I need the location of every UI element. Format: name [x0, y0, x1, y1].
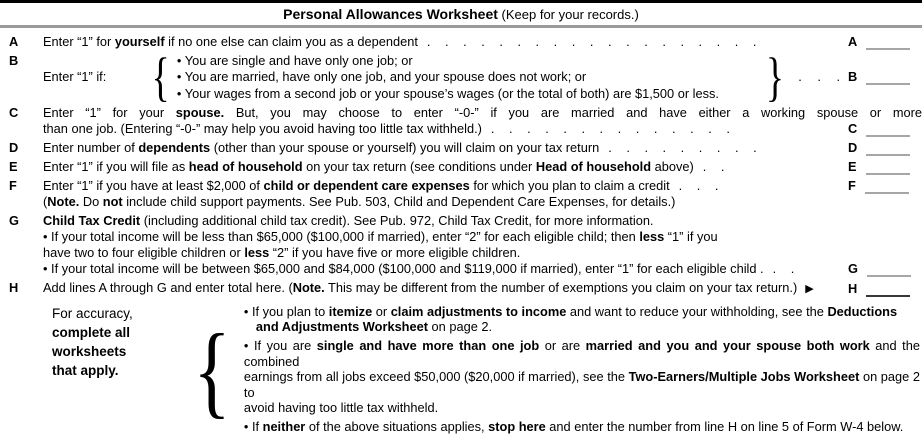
worksheet-lines [0, 28, 922, 438]
line-C-letter: C [0, 105, 43, 137]
line-F-letter: F [0, 178, 43, 210]
accuracy-label-line-4: that apply. [52, 361, 186, 380]
line-D-letter: D [0, 140, 43, 156]
line-E-letter: E [0, 159, 43, 175]
accuracy-label [52, 304, 186, 438]
worksheet-title [0, 3, 922, 28]
line-C-result: C [844, 121, 922, 137]
dot-leader: . . . . . . . . . . . . . . [482, 121, 730, 136]
worksheet-title-main: Personal Allowances Worksheet [283, 6, 498, 22]
line-B-condition-3: • Your wages from a second job or your spouse’s wages (or the total of both) are $1,500 or less. [177, 86, 760, 103]
line-H-letter: H [0, 280, 43, 297]
dot-leader: . . . [670, 178, 719, 193]
line-E [0, 158, 922, 177]
accuracy-label-line-2: complete all [52, 323, 186, 342]
line-E-text: Enter “1” if you will file as head of household on your tax return (see conditions under Head of household above) . . [43, 159, 844, 175]
line-H-entry-blank[interactable] [866, 295, 910, 297]
line-A-entry-blank[interactable] [866, 48, 910, 50]
line-H-text: Add lines A through G and enter total here. (Note. This may be different from the number of exemptions you claim on your tax return.) ▶ [43, 280, 844, 297]
dot-leader: . . . . . . . . . [599, 140, 756, 155]
line-E-result: E [844, 159, 922, 175]
line-B-conditions [177, 53, 760, 103]
line-G-bullet1-text-2: have two to four eligible children or less “2” if you have five or more eligible children. [43, 245, 922, 261]
line-F-note: (Note. Do not include child support payments. See Pub. 503, Child and Dependent Care Expenses, for details.) [43, 194, 922, 210]
line-B: B Enter “1” if: { • You are single and have only one job; or • You are married, have only one job, and your spouse does not work; or • Your wages from a second job or your spouse’s wages (or the total of both) are $1,500 or less. } . . . B [0, 51, 922, 104]
line-H [0, 279, 922, 299]
line-B-letter: B [0, 53, 43, 103]
line-A-text: Enter “1” for yourself if no one else can claim you as a dependent . . . . . . . . . . . . . . . . . . . [43, 34, 844, 50]
line-G-result: G [844, 261, 922, 277]
line-B-condition-1: • You are single and have only one job; or [177, 53, 760, 70]
line-G [0, 212, 922, 279]
accuracy-label-line-3: worksheets [52, 342, 186, 361]
line-F [0, 177, 922, 212]
line-B-entry-blank[interactable] [866, 83, 910, 85]
line-F-text: Enter “1” if you have at least $2,000 of child or dependent care expenses for which you plan to claim a credit . . . [43, 178, 844, 194]
line-C-text-2: than one job. (Entering “-0-” may help you avoid having too little tax withheld.) . . . . . . . . . . . . . . [43, 121, 844, 137]
line-B-condition-2: • You are married, have only one job, and your spouse does not work; or [177, 69, 760, 86]
arrow-icon: ▶ [797, 283, 813, 295]
accuracy-bullets [244, 304, 922, 438]
line-F-result: F [844, 178, 922, 194]
line-D [0, 139, 922, 158]
dot-leader: . . . [790, 69, 844, 85]
line-C [0, 104, 922, 139]
line-B-result: B [844, 69, 922, 85]
accuracy-bullet-2: • If you are single and have more than one job or are married and you and your spouse both work and the combined earnings from all jobs exceed $50,000 ($20,000 if married), see the Two-Earners/Multiple Jobs Worksheet on page 2 to avoid having too little tax withheld. [244, 338, 920, 416]
dot-leader: . . [764, 261, 795, 276]
line-G-bullet2-text: • If your total income will be between $65,000 and $84,000 ($100,000 and $119,000 if married), enter “1” for each eligible child . . . [43, 261, 844, 277]
accuracy-bullet-3: • If neither of the above situations applies, stop here and enter the number from line H on line 5 of Form W-4 below. [244, 419, 920, 435]
line-D-text: Enter number of dependents (other than your spouse or yourself) you will claim on your tax return . . . . . . . . . [43, 140, 844, 156]
line-A-letter: A [0, 34, 43, 50]
line-A-result: A [844, 34, 922, 50]
line-C-text-1: Enter “1” for your spouse. But, you may choose to enter “-0-” if you are married and have either a working spouse or more [43, 105, 922, 121]
line-C-entry-blank[interactable] [866, 135, 910, 137]
line-F-entry-blank[interactable] [865, 192, 909, 194]
line-B-intro: Enter “1” if: [43, 69, 147, 85]
dot-leader: . . [694, 159, 725, 174]
accuracy-block: For accuracy, complete all worksheets that apply. { • If you plan to itemize or claim adjustments to income and want to reduce your withholding, see the Deductions and Adjustments Worksheet on page 2. • If you are single and have more than one job or are married and you and your spouse both work and the combined earnings from all jobs exceed $50,000 ($20,000 if married), see the Two-Earners/Multiple Jobs Worksheet on page 2 to avoid having too little tax withheld. • If neither of the above situations applies, stop here and enter the number from line H on line 5 of Form W-4 below. [0, 304, 922, 438]
line-G-bullet1-text-1: • If your total income will be less than $65,000 ($100,000 if married), enter “2” for each eligible child; then less “1” if you [43, 229, 922, 245]
line-G-entry-blank[interactable] [867, 275, 911, 277]
worksheet-title-sub: (Keep for your records.) [498, 7, 639, 22]
line-G-heading: Child Tax Credit (including additional child tax credit). See Pub. 972, Child Tax Credit, for more information. [43, 213, 922, 229]
line-G-letter: G [0, 213, 43, 277]
line-D-result: D [844, 140, 922, 156]
accuracy-label-line-1: For accuracy, [52, 304, 186, 323]
line-H-result: H [844, 281, 922, 297]
line-D-entry-blank[interactable] [866, 154, 910, 156]
dot-leader: . . . . . . . . . . . . . . . . . . . [418, 34, 757, 49]
line-E-entry-blank[interactable] [866, 173, 910, 175]
accuracy-bullet-1: • If you plan to itemize or claim adjustments to income and want to reduce your withholding, see the Deductions and Adjustments Worksheet on page 2. [244, 304, 920, 335]
